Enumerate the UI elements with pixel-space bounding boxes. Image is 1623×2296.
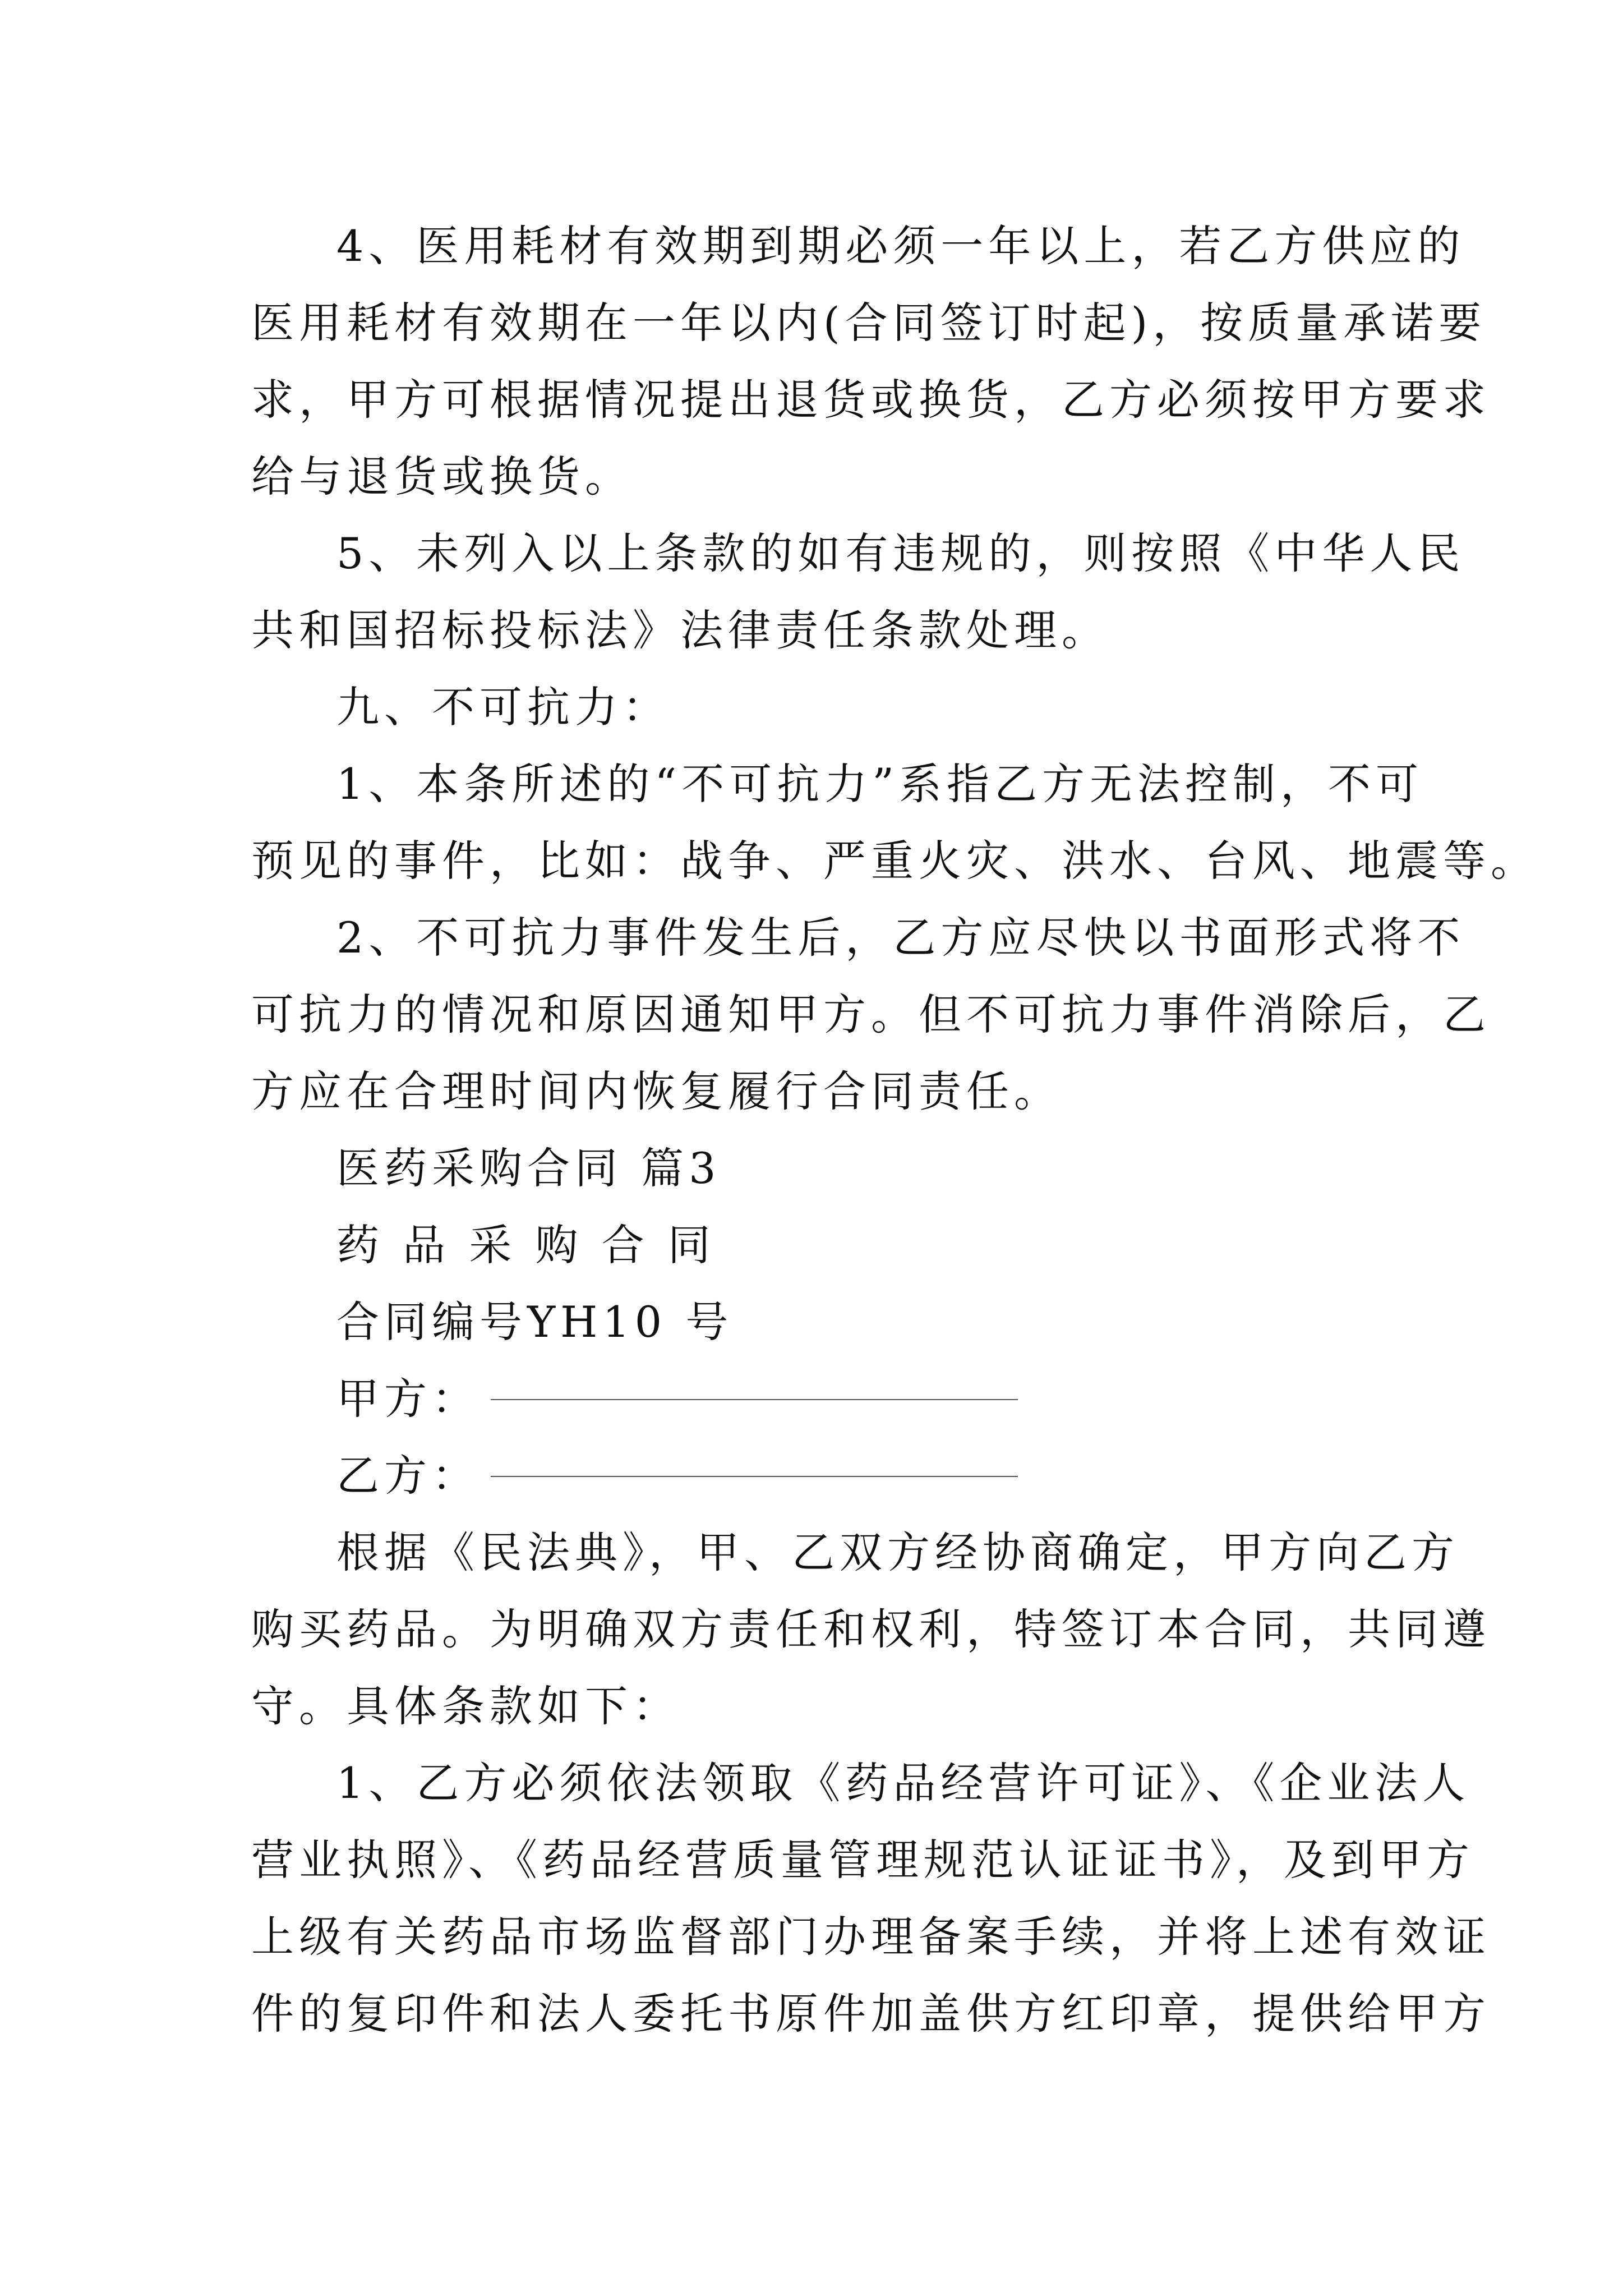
paragraph-line: 预见的事件，比如：战争、严重火灾、洪水、台风、地震等。 [251,836,1538,886]
paragraph-line: 5、未列入以上条款的如有违规的，则按照《中华人民 [336,528,1465,578]
article-title: 医药采购合同 篇3 [336,1143,721,1193]
paragraph-line: 营业执照》、《药品经营质量管理规范认证证书》，及到甲方 [251,1835,1474,1885]
paragraph-line: 可抗力的情况和原因通知甲方。但不可抗力事件消除后，乙 [251,990,1491,1039]
contract-title: 药 品 采 购 合 同 [336,1220,716,1270]
paragraph-line: 方应在合理时间内恢复履行合同责任。 [251,1066,1062,1116]
contract-number: 合同编号YH10 号 [336,1297,734,1347]
paragraph-line: 医用耗材有效期在一年以内(合同签订时起)，按质量承诺要 [251,298,1487,348]
paragraph-line: 1、乙方必须依法领取《药品经营许可证》、《企业法人 [336,1758,1470,1808]
paragraph-line: 共和国招标投标法》法律责任条款处理。 [251,605,1109,655]
paragraph-line: 求，甲方可根据情况提出退货或换货，乙方必须按甲方要求 [251,375,1491,425]
paragraph-line: 购买药品。为明确双方责任和权利，特签订本合同，共同遵 [251,1604,1491,1654]
paragraph-line: 1、本条所述的“不可抗力”系指乙方无法控制，不可 [336,759,1424,809]
document-body [251,208,1538,2052]
paragraph-line: 件的复印件和法人委托书原件加盖供方红印章，提供给甲方 [251,1989,1491,2039]
paragraph-line: 守。具体条款如下： [251,1681,680,1731]
party-b-blank-line [491,1475,1018,1477]
section-heading: 九、不可抗力： [336,682,670,732]
party-b-row [251,1437,1385,1514]
paragraph-line: 给与退货或换货。 [251,452,633,501]
paragraph-line: 4、医用耗材有效期到期必须一年以上，若乙方供应的 [336,221,1465,271]
party-b-label: 乙方： [336,1451,479,1501]
party-a-blank-line [491,1398,1018,1400]
party-a-row [251,1360,1385,1437]
party-a-label: 甲方： [336,1374,479,1424]
paragraph-line: 根据《民法典》，甲、乙双方经协商确定，甲方向乙方 [336,1527,1459,1577]
paragraph-line: 2、不可抗力事件发生后，乙方应尽快以书面形式将不 [336,913,1465,963]
paragraph-line: 上级有关药品市场监督部门办理备案手续，并将上述有效证 [251,1912,1491,1962]
